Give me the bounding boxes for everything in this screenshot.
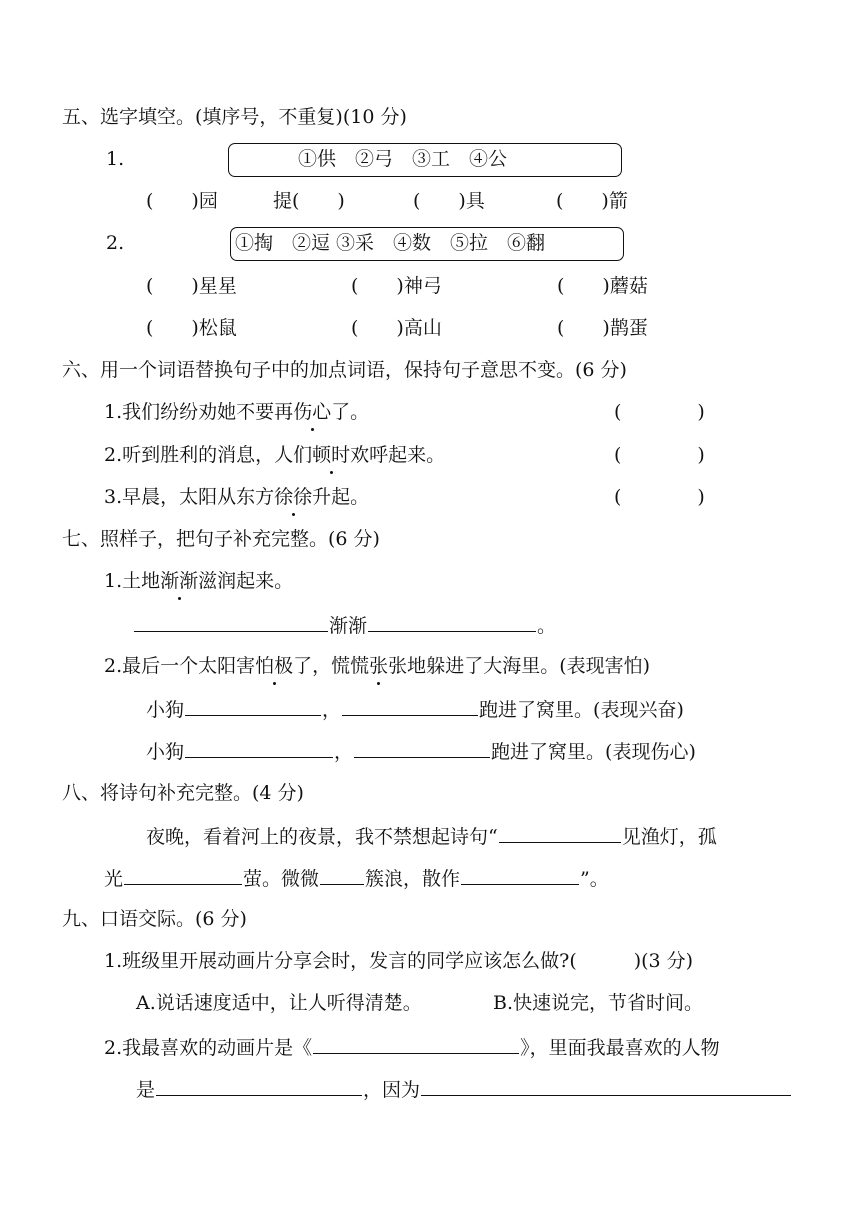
s5-q2-item[interactable]: ( )松鼠 [146,317,237,339]
s6-item-1 [104,400,369,424]
s5-q2-options: ①掏 ②逗 ③采 ④数 ⑤拉 ⑥翻 [235,232,546,254]
s7-q2 [104,654,650,678]
s5-q2-item[interactable]: ( )星星 [146,275,237,297]
s5-q1-number: 1. [106,148,125,170]
blank-line[interactable] [185,696,321,716]
s7-q1-answer-line [133,612,556,638]
s6-item-text: 欢呼起来。 [350,444,446,466]
s7-text: 2.最后一个太阳 [104,655,237,677]
blank-line[interactable] [342,696,478,716]
blank-line[interactable] [354,738,490,758]
section-6-title: 六、用一个词语替换句子中的加点词语，保持句子意思不变。(6 分) [62,359,627,381]
dotted-word: 害怕极了 [236,655,313,677]
s5-q1-item[interactable]: ( )园 [146,190,218,212]
s5-q2-item[interactable]: ( )神弓 [351,275,442,297]
s7-text: ， [312,655,332,677]
s5-q2-item[interactable]: ( )鹊蛋 [557,317,648,339]
s9-q1-option-a[interactable]: A.说话速度适中，让人听得清楚。 [136,992,422,1014]
s6-item-text: 了。 [331,401,370,423]
s9-q2 [104,1034,720,1060]
s6-answer-blank[interactable]: ( ) [614,401,705,423]
s8-line-1 [146,823,717,849]
s9-text: ，因为 [363,1079,421,1101]
blank-line[interactable] [368,612,536,632]
s9-text: 2.我最喜欢的动画片是《 [104,1037,313,1059]
blank-line[interactable] [499,823,621,843]
s6-item-3 [104,485,369,509]
blank-line[interactable] [156,1076,362,1096]
s8-line-2 [104,865,609,891]
s8-text: 夜晚，看着河上的夜景，我不禁想起诗句“ [146,826,498,848]
s7-text: 小狗 [146,699,185,721]
s7-q2-line-1 [146,696,684,722]
s9-q1: 1.班级里开展动画片分享会时，发言的同学应该怎么做?( )(3 分) [104,950,694,972]
blank-line[interactable] [461,865,579,885]
section-5-title: 五、选字填空。(填序号，不重复)(10 分) [62,106,407,128]
s7-text: ， [322,699,342,721]
s7-text: ， [334,741,354,763]
s5-q2-item[interactable]: ( )高山 [351,317,442,339]
s6-item-2 [104,443,445,467]
dotted-word: 伤心 [293,401,332,423]
s6-item-text: 3.早晨，太阳从东方 [104,486,275,508]
s7-text: 渐渐 [329,615,368,637]
section-7-title: 七、照样子，把句子补充完整。(6 分) [62,528,380,550]
s9-text: 》，里面我最喜欢的人物 [520,1037,720,1059]
dotted-word: 慌慌张张地 [331,655,427,677]
blank-line[interactable] [124,865,242,885]
s9-text: 是 [136,1079,156,1101]
s8-text: 光 [104,868,124,890]
s6-item-text: 1.我们纷纷劝她不要再 [104,401,294,423]
s7-text: 小狗 [146,741,185,763]
s9-q2-line-2 [136,1076,792,1102]
blank-line[interactable] [421,1076,791,1096]
s5-q1-item[interactable]: ( )箭 [556,190,628,212]
blank-line[interactable] [134,612,328,632]
dotted-word: 顿时 [312,444,351,466]
blank-line[interactable] [185,738,333,758]
s8-text: 萤。微微 [243,868,320,890]
s5-q2-number: 2. [106,232,125,254]
s7-text: 跑进了窝里。(表现伤心) [491,741,696,763]
s7-text: 。 [537,615,557,637]
s8-text: 簇浪，散作 [365,868,461,890]
s8-text: 见渔灯，孤 [621,826,717,848]
s5-q1-item[interactable]: 提( ) [273,190,345,212]
s8-text: ”。 [580,868,609,890]
s6-answer-blank[interactable]: ( ) [614,444,705,466]
dotted-word: 徐徐 [274,486,313,508]
blank-line[interactable] [320,865,364,885]
s7-q1 [104,569,293,593]
s7-text: 1.土地 [104,570,161,592]
section-8-title: 八、将诗句补充完整。(4 分) [62,782,304,804]
blank-line[interactable] [313,1034,519,1054]
s6-item-text: 升起。 [312,486,370,508]
s5-q1-options: ①供 ②弓 ③工 ④公 [298,148,508,170]
s6-item-text: 2.听到胜利的消息，人们 [104,444,313,466]
s7-text: 躲进了大海里。(表现害怕) [426,655,651,677]
s5-q2-item[interactable]: ( )蘑菇 [557,275,648,297]
s9-q1-option-b[interactable]: B.快速说完，节省时间。 [493,992,704,1014]
section-9-title: 九、口语交际。(6 分) [62,908,247,930]
s7-text: 滋润起来。 [198,570,294,592]
dotted-word: 渐渐 [160,570,199,592]
s7-text: 跑进了窝里。(表现兴奋) [479,699,684,721]
s6-answer-blank[interactable]: ( ) [614,486,705,508]
s5-q1-item[interactable]: ( )具 [413,190,485,212]
s7-q2-line-2 [146,738,696,764]
